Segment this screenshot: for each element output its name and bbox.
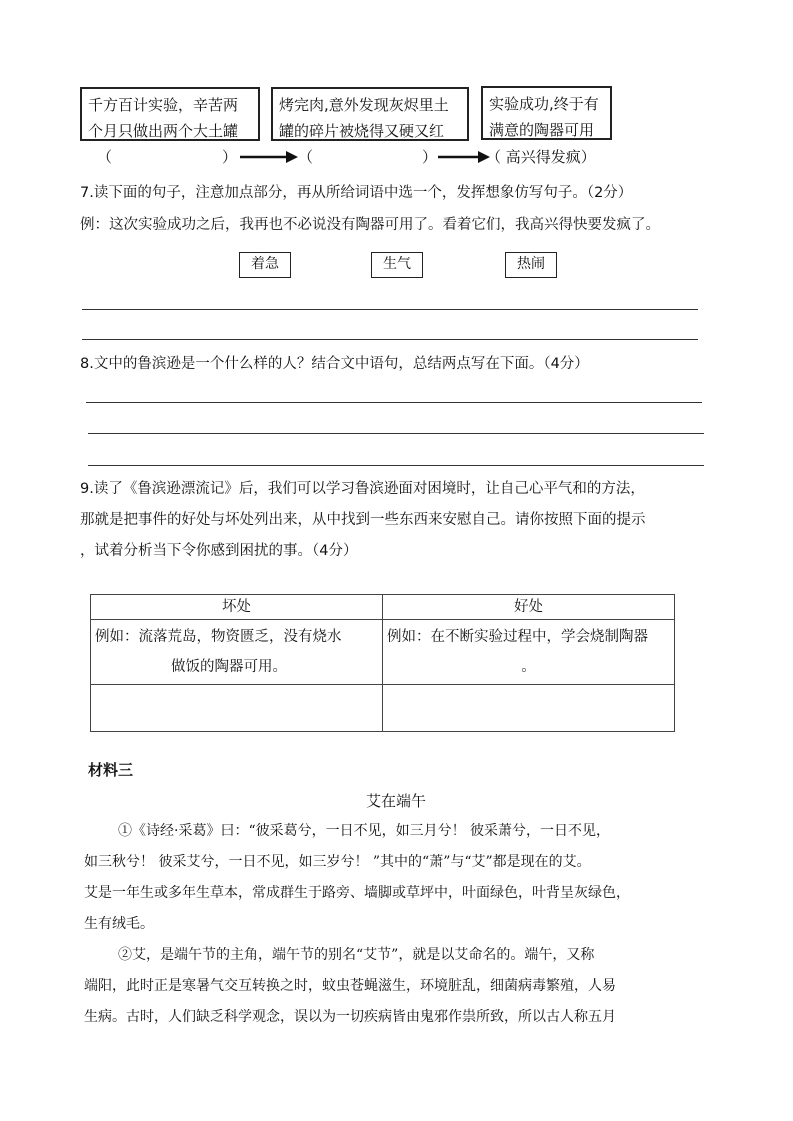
bad-example-line-2: 做饭的陶器可用。 bbox=[171, 659, 287, 675]
answer-line-q8-1[interactable] bbox=[86, 402, 702, 403]
good-example-line-2: 。 bbox=[521, 659, 536, 675]
blank-2-open: （ bbox=[298, 148, 314, 166]
flow-final-label: （ 高兴得发疯） bbox=[486, 148, 596, 166]
word-choice-3: 热闹 bbox=[505, 252, 557, 278]
blank-1-open: （ bbox=[97, 148, 113, 166]
flow-box-3: 实验成功,终于有 满意的陶器可用 bbox=[481, 86, 612, 140]
arrow-1-icon bbox=[240, 150, 298, 164]
p2-line-3: 生病。古时，人们缺乏科学观念，误以为一切疾病皆由鬼邪作祟所致，所以古人称五月 bbox=[84, 1009, 616, 1025]
blank-1-close: ） bbox=[222, 148, 238, 166]
p1-line-2: 如三秋兮！ 彼采艾兮，一日不见，如三岁兮！ ”其中的“萧”与“艾”都是现在的艾。 bbox=[84, 854, 591, 870]
flow-box-1: 千方百计实验，辛苦两 个月只做出两个大土罐 bbox=[80, 87, 260, 141]
table-header-row bbox=[91, 595, 675, 620]
arrow-2-icon bbox=[438, 150, 490, 164]
good-answer-cell[interactable] bbox=[383, 685, 675, 732]
table-row-blank bbox=[91, 685, 675, 732]
p2-line-1: ②艾，是端午节的主角，端午节的别名“艾节”，就是以艾命名的。端午，又称 bbox=[118, 947, 595, 963]
p1-line-1: ①《诗经·采葛》曰：“彼采葛兮，一日不见，如三月兮！ 彼采萧兮，一日不见， bbox=[118, 823, 611, 839]
material-3-label: 材料三 bbox=[88, 761, 134, 779]
flow-box-2: 烤完肉,意外发现灰烬里土 罐的碎片被烧得又硬又红 bbox=[271, 87, 469, 141]
material-3-paragraph-2 bbox=[84, 940, 694, 1033]
answer-line-q7-1[interactable] bbox=[82, 309, 698, 310]
answer-line-q8-2[interactable] bbox=[88, 433, 704, 434]
good-example-line-1: 例如：在不断实验过程中，学会烧制陶器 bbox=[387, 629, 648, 645]
p1-line-3: 艾是一年生或多年生草本，常成群生于路旁、墙脚或草坪中，叶面绿色，叶背呈灰绿色， bbox=[84, 885, 630, 901]
bad-example-cell bbox=[91, 620, 383, 685]
bad-answer-cell[interactable] bbox=[91, 685, 383, 732]
bad-example-line-1: 例如：流落荒岛，物资匮乏，没有烧水 bbox=[95, 629, 342, 645]
question-8: 8.文中的鲁滨逊是一个什么样的人？结合文中语句，总结两点写在下面。（4分） bbox=[80, 356, 589, 372]
answer-line-q7-2[interactable] bbox=[82, 339, 698, 340]
question-7-example: 例：这次实验成功之后，我再也不必说没有陶器可用了。看着它们，我高兴得快要发疯了。 bbox=[80, 217, 660, 233]
pros-cons-table bbox=[90, 594, 675, 732]
material-3-paragraph-1 bbox=[84, 816, 694, 940]
question-9-line-2: 那就是把事件的好处与坏处列出来，从中找到一些东西来安慰自己。请你按照下面的提示 bbox=[80, 512, 646, 528]
answer-line-q8-3[interactable] bbox=[88, 465, 704, 466]
word-choice-2: 生气 bbox=[371, 252, 423, 278]
material-3-title: 艾在端午 bbox=[366, 792, 427, 810]
good-example-cell bbox=[383, 620, 675, 685]
p1-line-4: 生有绒毛。 bbox=[84, 916, 154, 932]
p2-line-2: 端阳，此时正是寒暑气交互转换之时，蚊虫苍蝇滋生，环境脏乱，细菌病毒繁殖，人易 bbox=[84, 978, 616, 994]
table-row-example bbox=[91, 620, 675, 685]
word-choice-1: 着急 bbox=[239, 252, 291, 278]
header-good: 好处 bbox=[383, 595, 675, 620]
header-bad: 坏处 bbox=[91, 595, 383, 620]
question-9-line-3: ，试着分析当下令你感到困扰的事。（4分） bbox=[80, 543, 358, 559]
question-9-line-1: 9.读了《鲁滨逊漂流记》后，我们可以学习鲁滨逊面对困境时，让自己心平气和的方法， bbox=[80, 481, 645, 497]
blank-2-close: ） bbox=[422, 148, 438, 166]
question-7: 7.读下面的句子，注意加点部分，再从所给词语中选一个，发挥想象仿写句子。（2分） bbox=[80, 185, 633, 201]
